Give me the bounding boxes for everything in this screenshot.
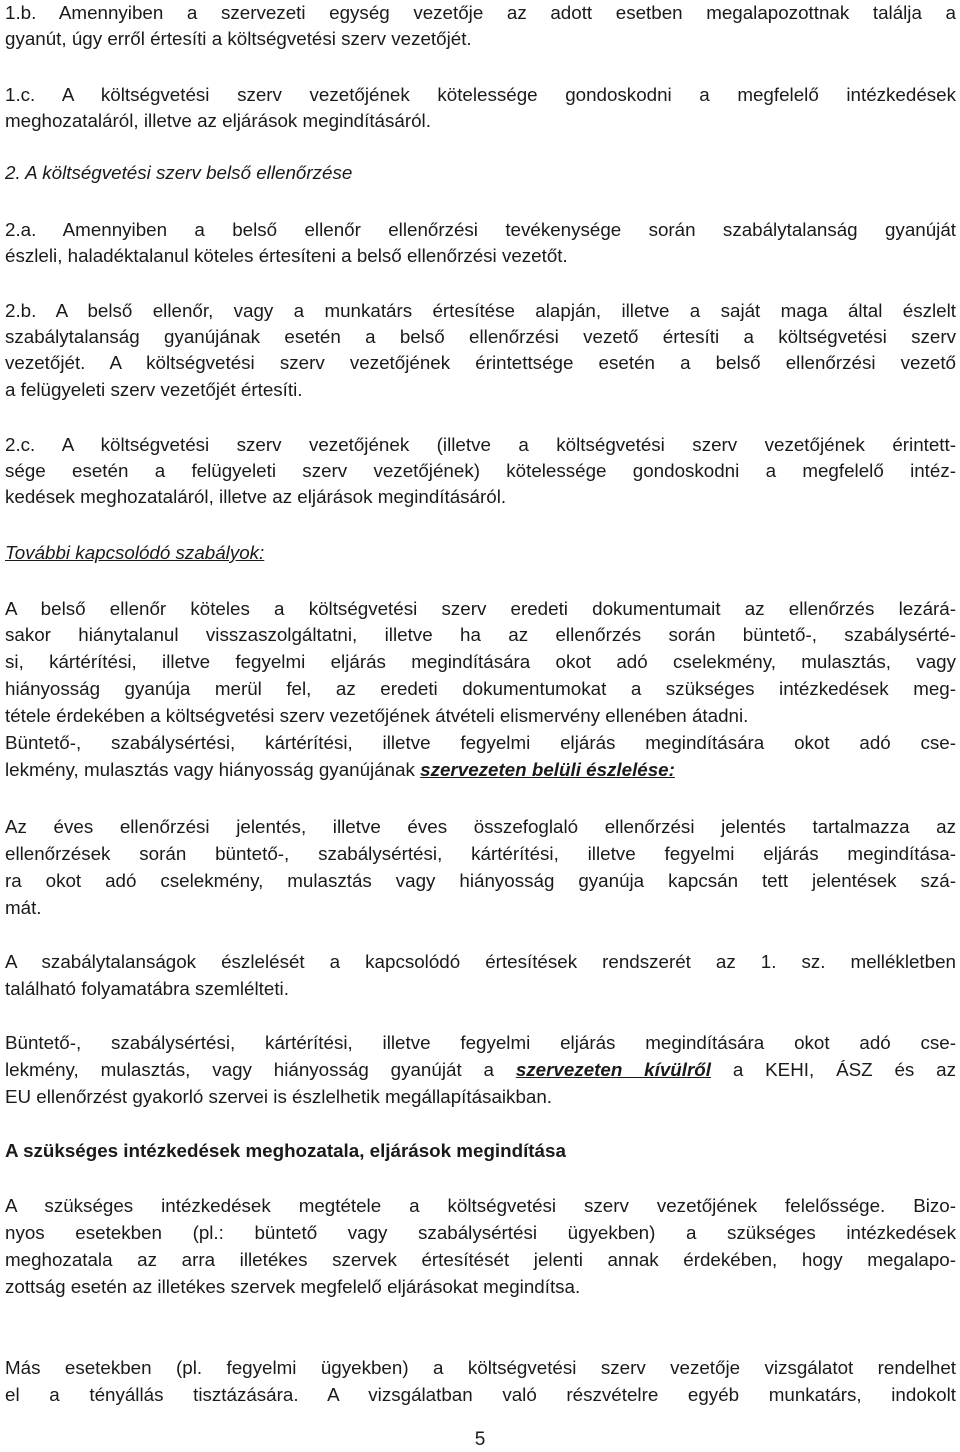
paragraph-2b-line: szabálytalanság gyanújának esetén a belső ellenőrzési vezető értesíti a költségvetési szerv <box>5 326 956 347</box>
external-detection-emphasis: szervezeten kívülről <box>515 1059 711 1080</box>
paragraph-7-line: meghozatala az arra illetékes szervek értesítését jelenti annak érdekében, hogy megalapo- <box>5 1249 956 1270</box>
paragraph-2b-line: a felügyeleti szerv vezetőjét értesíti. <box>5 379 303 400</box>
rules-heading: További kapcsolódó szabályok: <box>5 542 265 563</box>
paragraph-4-line: Az éves ellenőrzési jelentés, illetve éves összefoglaló ellenőrzési jelentés tartalmazza az <box>5 816 956 837</box>
paragraph-7-line: nyos esetekben (pl.: büntető vagy szabálysértési ügyekben) a szükséges intézkedések <box>5 1222 956 1243</box>
paragraph-2c-line: kedések meghozataláról, illetve az eljárások megindításáról. <box>5 486 507 507</box>
paragraph-8-line: Más esetekben (pl. fegyelmi ügyekben) a költségvetési szerv vezetője vizsgálatot rendelhet <box>5 1357 956 1378</box>
paragraph-6-text: lekmény, mulasztás, vagy hiányosság gyanúját a <box>5 1059 516 1080</box>
paragraph-7-line: A szükséges intézkedések megtétele a költségvetési szerv vezetőjének felelőssége. Bizo- <box>5 1195 956 1216</box>
paragraph-3-line: tétele érdekében a költségvetési szerv vezetőjének átvételi elismervény ellenében átadni. <box>5 705 749 726</box>
paragraph-1c-line: meghozataláról, illetve az eljárások megindításáról. <box>5 110 431 131</box>
paragraph-3-text: lekmény, mulasztás vagy hiányosság gyanújának <box>5 759 421 780</box>
paragraph-6-line: Büntető-, szabálysértési, kártérítési, illetve fegyelmi eljárás megindítására okot adó cse- <box>5 1032 956 1053</box>
paragraph-2c-line: sége esetén a felügyeleti szerv vezetőjének) kötelessége gondoskodni a megfelelő intéz- <box>5 460 956 481</box>
page-number: 5 <box>474 1429 486 1450</box>
paragraph-4-line: ellenőrzések során büntető-, szabálysértési, kártérítési, illetve fegyelmi eljárás megindítása- <box>5 843 956 864</box>
paragraph-1b-line: gyanút, úgy erről értesíti a költségvetési szerv vezetőjét. <box>5 28 472 49</box>
paragraph-3-line: Büntető-, szabálysértési, kártérítési, illetve fegyelmi eljárás megindítására okot adó cse- <box>5 732 956 753</box>
paragraph-3-line: A belső ellenőr köteles a költségvetési szerv eredeti dokumentumait az ellenőrzés lezárá- <box>5 598 956 619</box>
paragraph-6-text: a KEHI, ÁSZ és az <box>710 1059 956 1080</box>
paragraph-6-line <box>5 1057 956 1083</box>
paragraph-2c-line: 2.c. A költségvetési szerv vezetőjének (illetve a költségvetési szerv vezetőjének érintett- <box>5 434 956 455</box>
paragraph-7-line: zottság esetén az illetékes szervek megfelelő eljárásokat megindítsa. <box>5 1276 581 1297</box>
internal-detection-emphasis: szervezeten belüli észlelése: <box>420 759 675 780</box>
paragraph-4-line: ra okot adó cselekmény, mulasztás vagy hiányosság gyanúja kapcsán tett jelentések szá- <box>5 870 956 891</box>
paragraph-5-line: található folyamatábra szemlélteti. <box>5 978 289 999</box>
paragraph-3-line <box>5 757 956 783</box>
paragraph-4-line: mát. <box>5 897 42 918</box>
paragraph-3-line: si, kártérítési, illetve fegyelmi eljárás megindítására okot adó cselekmény, mulasztás, vagy <box>5 651 956 672</box>
paragraph-2b-line: vezetőjét. A költségvetési szerv vezetőjének érintettsége esetén a belső ellenőrzési vezető <box>5 352 956 373</box>
paragraph-6-line: EU ellenőrzést gyakorló szervei is észlelhetik megállapításaikban. <box>5 1086 553 1107</box>
paragraph-2a-line: 2.a. Amennyiben a belső ellenőr ellenőrzési tevékenysége során szabálytalanság gyanúját <box>5 219 956 240</box>
paragraph-5-line: A szabálytalanságok észlelését a kapcsolódó értesítések rendszerét az 1. sz. mellékletben <box>5 951 956 972</box>
paragraph-1c-line: 1.c. A költségvetési szerv vezetőjének kötelessége gondoskodni a megfelelő intézkedések <box>5 84 956 105</box>
paragraph-3-line: hiányosság gyanúja merül fel, az eredeti dokumentumokat a szükséges intézkedések meg- <box>5 678 956 699</box>
section-2-heading: 2. A költségvetési szerv belső ellenőrzése <box>5 162 353 183</box>
paragraph-3-line: sakor hiánytalanul visszaszolgáltatni, illetve ha az ellenőrzés során büntető-, szabálysérté- <box>5 624 956 645</box>
paragraph-2b-line: 2.b. A belső ellenőr, vagy a munkatárs értesítése alapján, illetve a saját maga által észlelt <box>5 300 956 321</box>
paragraph-1b-line: 1.b. Amennyiben a szervezeti egység vezetője az adott esetben megalapozottnak találja a <box>5 2 956 23</box>
section-3-heading: A szükséges intézkedések meghozatala, eljárások megindítása <box>5 1140 566 1161</box>
paragraph-2a-line: észleli, haladéktalanul köteles értesíteni a belső ellenőrzési vezetőt. <box>5 245 568 266</box>
paragraph-8-line: el a tényállás tisztázására. A vizsgálatban való részvételre egyéb munkatárs, indokolt <box>5 1384 956 1405</box>
